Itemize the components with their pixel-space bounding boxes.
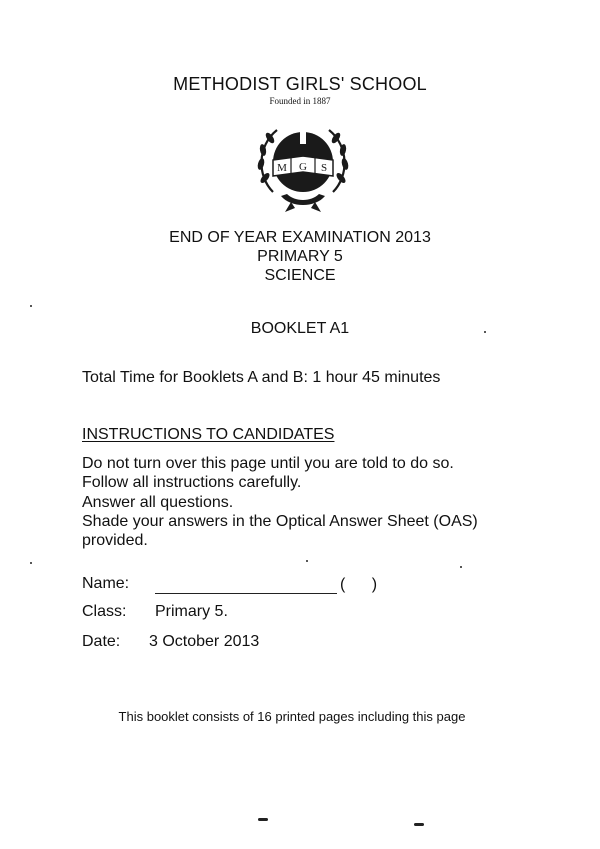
founded-year: Founded in 1887 — [269, 96, 331, 106]
instructions-heading: INSTRUCTIONS TO CANDIDATES — [82, 426, 335, 443]
scan-speck — [414, 823, 424, 826]
date-value: 3 October 2013 — [149, 633, 260, 650]
name-label: Name: — [82, 575, 130, 592]
booklet-label: BOOKLET A1 — [250, 320, 350, 337]
total-time: Total Time for Booklets A and B: 1 hour 45 minutes — [82, 369, 441, 386]
page-count-note: This booklet consists of 16 printed pages including this page — [118, 709, 466, 724]
exam-subject: SCIENCE — [264, 267, 336, 284]
exam-level: PRIMARY 5 — [257, 248, 343, 265]
instruction-line: Answer all questions. — [82, 493, 234, 511]
class-label: Class: — [82, 603, 127, 620]
scan-speck — [306, 560, 308, 562]
class-value: Primary 5. — [155, 603, 228, 620]
date-label: Date: — [82, 633, 121, 650]
instruction-line: provided. — [82, 532, 148, 550]
exam-title: END OF YEAR EXAMINATION 2013 — [169, 229, 431, 246]
svg-text:S: S — [320, 162, 328, 174]
instruction-line: Follow all instructions carefully. — [82, 474, 302, 492]
instructions-list — [82, 454, 522, 550]
school-crest-logo — [251, 116, 355, 216]
register-number-brackets: ( ) — [340, 576, 378, 593]
scan-speck — [484, 331, 486, 333]
svg-text:G: G — [299, 161, 307, 173]
name-blank-line — [155, 593, 337, 594]
scan-speck — [30, 305, 32, 307]
svg-text:M: M — [277, 162, 287, 174]
scan-speck — [258, 818, 268, 821]
scan-speck — [460, 566, 462, 568]
exam-header-block — [0, 228, 600, 285]
instruction-line: Do not turn over this page until you are told to do so. — [82, 455, 454, 472]
school-name: METHODIST GIRLS' SCHOOL — [173, 74, 427, 94]
instruction-line: Shade your answers in the Optical Answer Sheet (OAS) — [82, 512, 478, 530]
scan-speck — [30, 562, 32, 564]
